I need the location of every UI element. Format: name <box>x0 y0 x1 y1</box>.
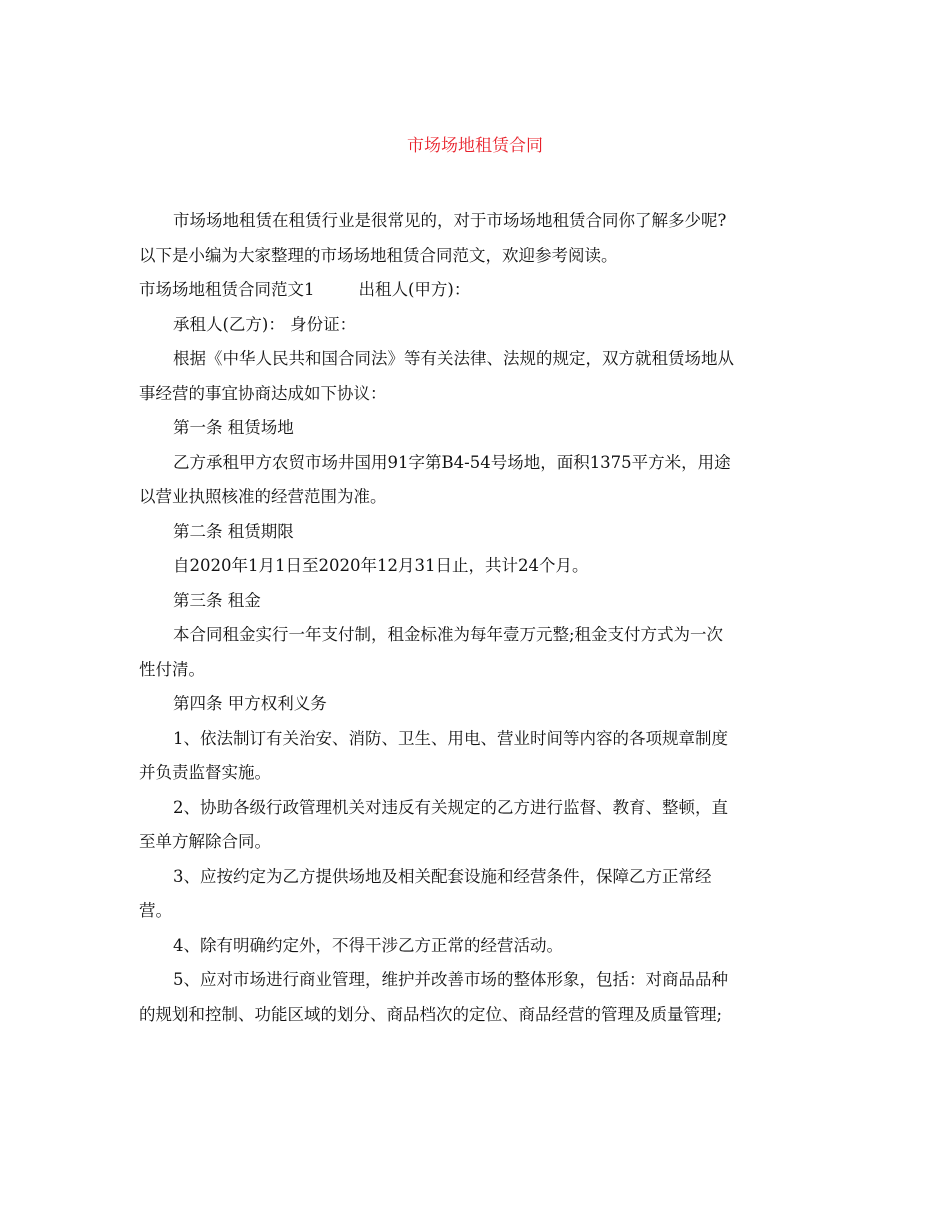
article-heading: 第三条 租金 <box>173 590 261 610</box>
preamble-line: 事经营的事宜协商达成如下协议： <box>139 383 387 403</box>
lessor-label: 出租人(甲方)： <box>358 280 471 299</box>
intro-line: 市场场地租赁在租赁行业是很常见的，对于市场场地租赁合同你了解多少呢? <box>173 211 727 230</box>
article-text: 自2020年1月1日至2020年12月31日止，共计24个月。 <box>173 556 589 575</box>
article-text: 以营业执照核准的经营范围为准。 <box>139 487 387 506</box>
sample-heading-line <box>139 273 811 308</box>
lessee-label: 承租人(乙方)： 身份证： <box>173 314 357 334</box>
intro-line: 以下是小编为大家整理的市场场地租赁合同范文，欢迎参考阅读。 <box>139 245 618 265</box>
clause-line: 2、协助各级行政管理机关对违反有关规定的乙方进行监督、教育、整顿，直 <box>173 797 728 817</box>
clause-line: 至单方解除合同。 <box>139 832 271 851</box>
article-text: 本合同租金实行一年支付制，租金标准为每年壹万元整;租金支付方式为一次 <box>173 625 724 644</box>
article-text: 乙方承租甲方农贸市场井国用91字第B4-54号场地，面积1375平方米，用途 <box>173 452 731 472</box>
article-heading: 第一条 租赁场地 <box>173 418 294 437</box>
clause-line: 的规划和控制、功能区域的划分、商品档次的定位、商品经营的管理及质量管理; <box>139 1004 723 1024</box>
document-body <box>139 204 811 1032</box>
clause-line: 营。 <box>139 901 172 920</box>
clause-line: 3、应按约定为乙方提供场地及相关配套设施和经营条件，保障乙方正常经 <box>173 866 712 886</box>
article-text: 性付清。 <box>139 659 205 679</box>
clause-line: 4、除有明确约定外，不得干涉乙方正常的经营活动。 <box>173 935 563 955</box>
clause-line: 1、依法制订有关治安、消防、卫生、用电、营业时间等内容的各项规章制度 <box>173 728 728 748</box>
article-heading: 第四条 甲方权利义务 <box>173 694 327 713</box>
clause-line: 并负责监督实施。 <box>139 763 271 782</box>
clause-line: 5、应对市场进行商业管理，维护并改善市场的整体形象，包括：对商品品种 <box>173 970 728 989</box>
document-title: 市场场地租赁合同 <box>407 136 543 156</box>
article-heading: 第二条 租赁期限 <box>173 521 294 541</box>
sample-heading: 市场场地租赁合同范文1 <box>139 280 315 299</box>
preamble-line: 根据《中华人民共和国合同法》等有关法律、法规的规定，双方就租赁场地从 <box>173 349 734 368</box>
